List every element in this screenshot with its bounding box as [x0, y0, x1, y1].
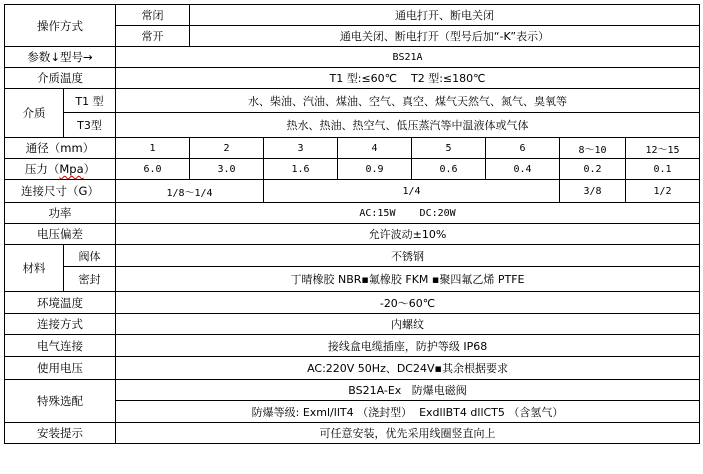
row-connection-method — [5, 314, 700, 335]
bore-value: 3 — [264, 138, 338, 159]
operation-label: 操作方式 — [5, 5, 116, 47]
power-label: 功率 — [5, 203, 116, 224]
medium-t1-value: 水、柴油、汽油、煤油、空气、真空、煤气天然气、氮气、臭氧等 — [116, 89, 700, 113]
connection-size-value: 1/2 — [626, 180, 700, 203]
voltage-value: AC:220V 50Hz、DC24V▪其余根据要求 — [116, 357, 700, 380]
medium-label: 介质 — [5, 89, 64, 138]
normally-closed-desc: 通电打开、断电关闭 — [190, 5, 700, 26]
install-label: 安装提示 — [5, 423, 116, 444]
row-voltage — [5, 357, 700, 380]
special-line-2: 防爆等级: Exml/llT4 （浇封型） ExdllBT4 dllCT5 （含氢气） — [116, 401, 700, 423]
model-value: BS21A — [116, 47, 700, 68]
electrical-value: 接线盒电缆插座，防护等级 IP68 — [116, 335, 700, 357]
medium-t3-label: T3型 — [64, 113, 116, 138]
row-electrical — [5, 335, 700, 357]
row-params — [5, 47, 700, 68]
connection-size-value: 3/8 — [560, 180, 626, 203]
row-normally-closed — [5, 5, 700, 26]
bore-label: 通径（mm） — [5, 138, 116, 159]
pressure-value: 0.1 — [626, 159, 700, 180]
pressure-value: 0.4 — [486, 159, 560, 180]
medium-temp-label: 介质温度 — [5, 68, 116, 89]
material-label: 材料 — [5, 245, 64, 292]
connection-size-value: 1/8～1/4 — [116, 180, 264, 203]
row-bore — [5, 138, 700, 159]
conn-method-label: 连接方式 — [5, 314, 116, 335]
env-temp-label: 环境温度 — [5, 292, 116, 314]
voltage-label: 使用电压 — [5, 357, 116, 380]
row-medium-t3 — [5, 113, 700, 138]
pressure-label-prefix: 压力（ — [24, 162, 60, 176]
bore-value: 6 — [486, 138, 560, 159]
material-body-label: 阀体 — [64, 245, 116, 267]
bore-value: 2 — [190, 138, 264, 159]
electrical-label: 电气连接 — [5, 335, 116, 357]
material-body-value: 不锈钢 — [116, 245, 700, 267]
row-install — [5, 423, 700, 444]
power-value: AC:15W DC:20W — [116, 203, 700, 224]
connection-size-value: 1/4 — [264, 180, 560, 203]
row-connection-size — [5, 180, 700, 203]
normally-open-label: 常开 — [116, 26, 190, 47]
row-material-body — [5, 245, 700, 267]
pressure-unit: Mpa — [59, 162, 84, 176]
special-label: 特殊选配 — [5, 380, 116, 423]
spec-table — [4, 4, 700, 444]
medium-t3-value: 热水、热油、热空气、低压蒸汽等中温液体或气体 — [116, 113, 700, 138]
pressure-value: 6.0 — [116, 159, 190, 180]
row-env-temp — [5, 292, 700, 314]
row-pressure — [5, 159, 700, 180]
voltage-dev-value: 允许波动±10% — [116, 224, 700, 245]
conn-method-value: 内螺纹 — [116, 314, 700, 335]
bore-value: 1 — [116, 138, 190, 159]
medium-t1-label: T1 型 — [64, 89, 116, 113]
params-label: 参数↓型号→ — [5, 47, 116, 68]
pressure-value: 0.9 — [338, 159, 412, 180]
voltage-dev-label: 电压偏差 — [5, 224, 116, 245]
env-temp-value: -20～60℃ — [116, 292, 700, 314]
bore-value: 12～15 — [626, 138, 700, 159]
special-line-1: BS21A-Ex 防爆电磁阀 — [116, 380, 700, 401]
row-material-seal — [5, 267, 700, 292]
bore-value: 4 — [338, 138, 412, 159]
row-voltage-deviation — [5, 224, 700, 245]
install-value: 可任意安装，优先采用线圈竖直向上 — [116, 423, 700, 444]
material-seal-label: 密封 — [64, 267, 116, 292]
connection-size-label: 连接尺寸（G） — [5, 180, 116, 203]
bore-value: 8～10 — [560, 138, 626, 159]
material-seal-value: 丁晴橡胶 NBR▪氟橡胶 FKM ▪聚四氟乙烯 PTFE — [116, 267, 700, 292]
pressure-label-suffix: ） — [83, 162, 96, 176]
row-special-1 — [5, 380, 700, 401]
row-medium-temp — [5, 68, 700, 89]
pressure-value: 0.2 — [560, 159, 626, 180]
normally-closed-label: 常闭 — [116, 5, 190, 26]
pressure-value: 3.0 — [190, 159, 264, 180]
bore-value: 5 — [412, 138, 486, 159]
pressure-label — [5, 159, 116, 180]
row-medium-t1 — [5, 89, 700, 113]
pressure-value: 0.6 — [412, 159, 486, 180]
row-power — [5, 203, 700, 224]
normally-open-desc: 通电关闭、断电打开（型号后加“-K”表示） — [190, 26, 700, 47]
medium-temp-value: T1 型:≤60℃ T2 型:≤180℃ — [116, 68, 700, 89]
pressure-value: 1.6 — [264, 159, 338, 180]
